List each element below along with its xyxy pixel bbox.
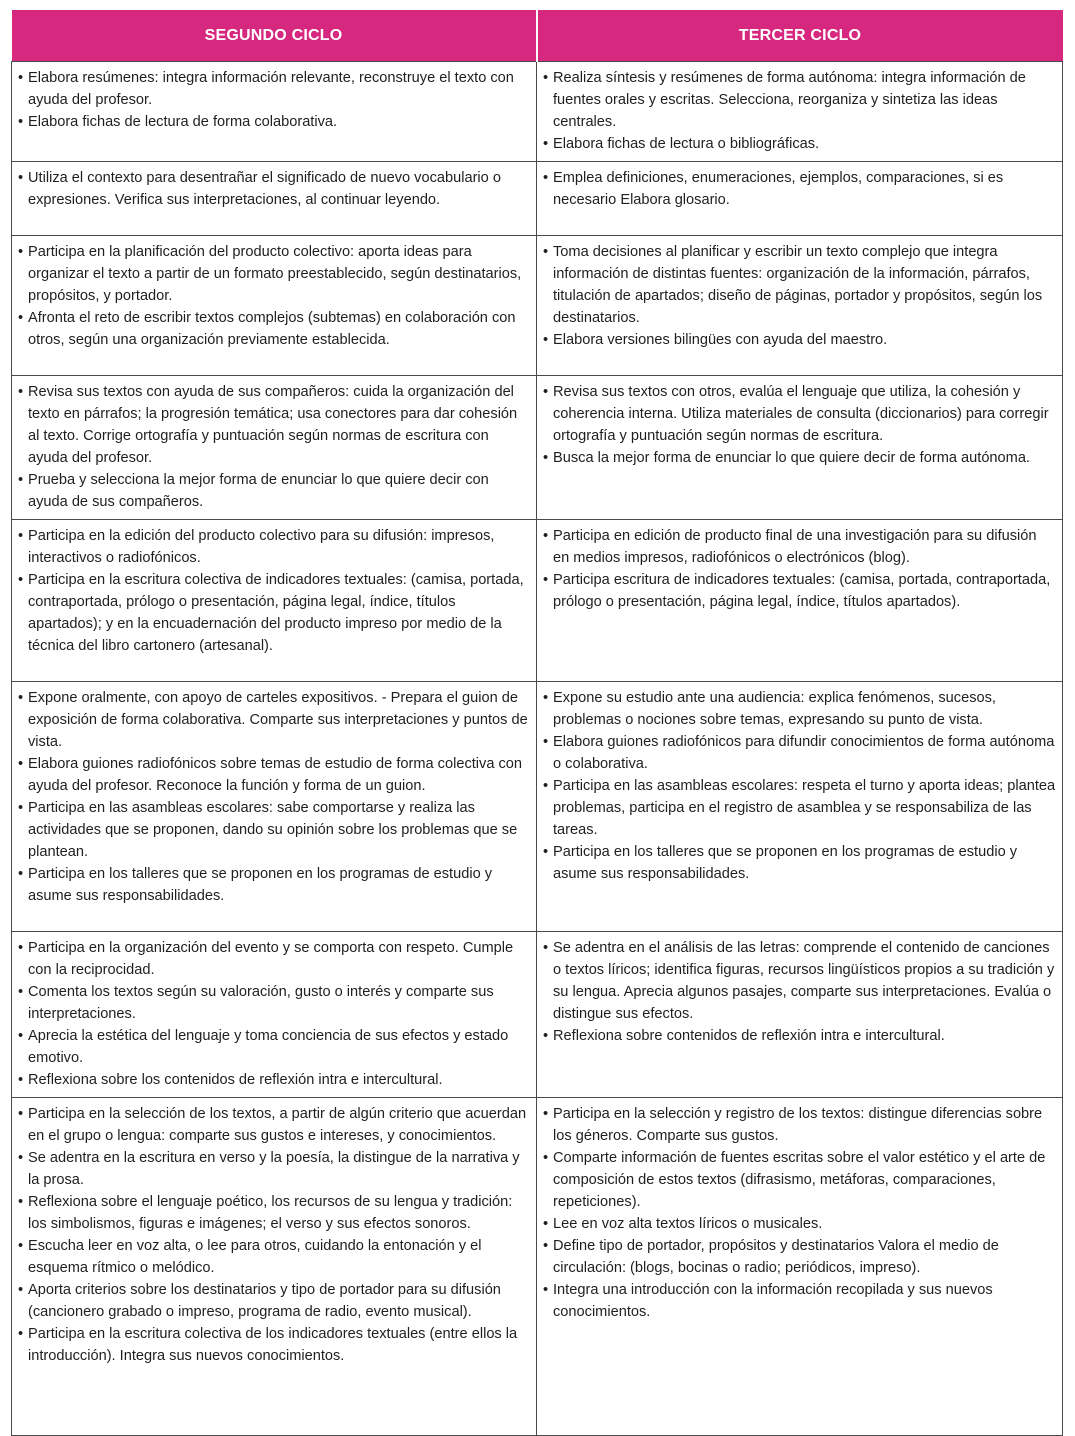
tercer-ciclo-cell (537, 1098, 1063, 1436)
segundo-ciclo-cell (12, 162, 537, 236)
list-item: • Participa en la edición del producto colectivo para su difusión: impresos, interactivos o radiofónicos. (18, 525, 530, 569)
bullet-list (543, 525, 1056, 613)
list-item: • Expone oralmente, con apoyo de carteles expositivos. - Prepara el guion de exposición de forma colaborativa. Comparte sus interpretaciones y puntos de vista. (18, 687, 530, 753)
tercer-ciclo-cell (537, 520, 1063, 682)
list-item: • Elabora guiones radiofónicos sobre temas de estudio de forma colectiva con ayuda del profesor. Reconoce la función y forma de un guion. (18, 753, 530, 797)
bullet-list (18, 167, 530, 211)
table-row (12, 376, 1063, 520)
segundo-ciclo-cell (12, 236, 537, 376)
list-item: • Participa en la selección y registro de los textos: distingue diferencias sobre los géneros. Comparte sus gustos. (543, 1103, 1056, 1147)
list-item: • Participa en las asambleas escolares: respeta el turno y aporta ideas; plantea problemas, participa en el registro de asamblea y se responsabiliza de las tareas. (543, 775, 1056, 841)
header-segundo-ciclo: SEGUNDO CICLO (12, 10, 537, 62)
list-item: • Elabora fichas de lectura o bibliográficas. (543, 133, 1056, 155)
bullet-list (543, 1103, 1056, 1323)
list-item: • Emplea definiciones, enumeraciones, ejemplos, comparaciones, si es necesario Elabora glosario. (543, 167, 1056, 211)
list-item: • Participa en la escritura colectiva de indicadores textuales: (camisa, portada, contraportada, prólogo o presentación, página legal, índice, títulos apartados); y en la encuadernación del producto impreso por medio de la técnica del libro cartonero (artesanal). (18, 569, 530, 657)
list-item: • Comenta los textos según su valoración, gusto o interés y comparte sus interpretaciones. (18, 981, 530, 1025)
table-row (12, 162, 1063, 236)
list-item: • Elabora versiones bilingües con ayuda del maestro. (543, 329, 1056, 351)
bullet-list (543, 67, 1056, 155)
table-row (12, 520, 1063, 682)
table-row (12, 62, 1063, 162)
bullet-list (18, 1103, 530, 1367)
bullet-list (18, 525, 530, 657)
list-item: • Escucha leer en voz alta, o lee para otros, cuidando la entonación y el esquema rítmico o melódico. (18, 1235, 530, 1279)
list-item: • Realiza síntesis y resúmenes de forma autónoma: integra información de fuentes orales y escritas. Selecciona, reorganiza y sintetiza las ideas centrales. (543, 67, 1056, 133)
header-row (12, 10, 1063, 62)
list-item: • Reflexiona sobre los contenidos de reflexión intra e intercultural. (18, 1069, 530, 1091)
list-item: • Participa en la selección de los textos, a partir de algún criterio que acuerdan en el grupo o lengua: comparte sus gustos e intereses, y conocimientos. (18, 1103, 530, 1147)
list-item: • Revisa sus textos con otros, evalúa el lenguaje que utiliza, la cohesión y coherencia interna. Utiliza materiales de consulta (diccionarios) para corregir ortografía y puntuación según normas de escritura. (543, 381, 1056, 447)
list-item: • Revisa sus textos con ayuda de sus compañeros: cuida la organización del texto en párrafos; la progresión temática; usa conectores para dar cohesión al texto. Corrige ortografía y puntuación según normas de escritura con ayuda del profesor. (18, 381, 530, 469)
tercer-ciclo-cell (537, 682, 1063, 932)
list-item: • Integra una introducción con la información recopilada y sus nuevos conocimientos. (543, 1279, 1056, 1323)
list-item: • Afronta el reto de escribir textos complejos (subtemas) en colaboración con otros, según una organización previamente establecida. (18, 307, 530, 351)
list-item: • Elabora resúmenes: integra información relevante, reconstruye el texto con ayuda del profesor. (18, 67, 530, 111)
segundo-ciclo-cell (12, 682, 537, 932)
list-item: • Toma decisiones al planificar y escribir un texto complejo que integra información de distintas fuentes: organización de la información, párrafos, titulación de apartados; diseño de páginas, portador y propósitos, según los destinatarios. (543, 241, 1056, 329)
header-tercer-ciclo: TERCER CICLO (537, 10, 1063, 62)
list-item: • Participa en edición de producto final de una investigación para su difusión en medios impresos, radiofónicos o electrónicos (blog). (543, 525, 1056, 569)
tercer-ciclo-cell (537, 932, 1063, 1098)
list-item: • Aprecia la estética del lenguaje y toma conciencia de sus efectos y estado emotivo. (18, 1025, 530, 1069)
bullet-list (543, 167, 1056, 211)
list-item: • Elabora guiones radiofónicos para difundir conocimientos de forma autónoma o colaborativa. (543, 731, 1056, 775)
segundo-ciclo-cell (12, 932, 537, 1098)
bullet-list (18, 67, 530, 133)
list-item: • Participa en la escritura colectiva de los indicadores textuales (entre ellos la introducción). Integra sus nuevos conocimientos. (18, 1323, 530, 1367)
bullet-list (18, 937, 530, 1091)
bullet-list (18, 687, 530, 907)
list-item: • Se adentra en el análisis de las letras: comprende el contenido de canciones o textos líricos; identifica figuras, recursos lingüísticos propios a su tradición y su lengua. Aprecia algunos pasajes, comparte sus interpretaciones. Evalúa o distingue sus efectos. (543, 937, 1056, 1025)
list-item: • Reflexiona sobre contenidos de reflexión intra e intercultural. (543, 1025, 1056, 1047)
list-item: • Lee en voz alta textos líricos o musicales. (543, 1213, 1056, 1235)
list-item: • Participa en los talleres que se proponen en los programas de estudio y asume sus responsabilidades. (18, 863, 530, 907)
list-item: • Prueba y selecciona la mejor forma de enunciar lo que quiere decir con ayuda de sus compañeros. (18, 469, 530, 513)
list-item: • Reflexiona sobre el lenguaje poético, los recursos de su lengua y tradición: los simbolismos, figuras e imágenes; el verso y sus efectos sonoros. (18, 1191, 530, 1235)
segundo-ciclo-cell (12, 1098, 537, 1436)
list-item: • Busca la mejor forma de enunciar lo que quiere decir de forma autónoma. (543, 447, 1056, 469)
list-item: • Define tipo de portador, propósitos y destinatarios Valora el medio de circulación: (blogs, bocinas o radio; periódicos, impreso). (543, 1235, 1056, 1279)
tercer-ciclo-cell (537, 236, 1063, 376)
list-item: • Participa en la planificación del producto colectivo: aporta ideas para organizar el texto a partir de un formato preestablecido, según destinatarios, propósitos, y portador. (18, 241, 530, 307)
table-body (12, 62, 1063, 1436)
bullet-list (543, 687, 1056, 885)
list-item: • Participa escritura de indicadores textuales: (camisa, portada, contraportada, prólogo o presentación, página legal, índice, títulos apartados). (543, 569, 1056, 613)
list-item: • Aporta criterios sobre los destinatarios y tipo de portador para su difusión (cancionero grabado o impreso, programa de radio, evento musical). (18, 1279, 530, 1323)
tercer-ciclo-cell (537, 62, 1063, 162)
curriculum-table (11, 10, 1063, 1436)
bullet-list (18, 241, 530, 351)
list-item: • Comparte información de fuentes escritas sobre el valor estético y el arte de composición de estos textos (difrasismo, metáforas, comparaciones, repeticiones). (543, 1147, 1056, 1213)
table-row (12, 236, 1063, 376)
tercer-ciclo-cell (537, 162, 1063, 236)
list-item: • Expone su estudio ante una audiencia: explica fenómenos, sucesos, problemas o nociones sobre temas, expresando su punto de vista. (543, 687, 1056, 731)
bullet-list (543, 381, 1056, 469)
list-item: • Utiliza el contexto para desentrañar el significado de nuevo vocabulario o expresiones. Verifica sus interpretaciones, al continuar leyendo. (18, 167, 530, 211)
segundo-ciclo-cell (12, 520, 537, 682)
list-item: • Participa en los talleres que se proponen en los programas de estudio y asume sus responsabilidades. (543, 841, 1056, 885)
list-item: • Se adentra en la escritura en verso y la poesía, la distingue de la narrativa y la prosa. (18, 1147, 530, 1191)
segundo-ciclo-cell (12, 62, 537, 162)
bullet-list (543, 241, 1056, 351)
list-item: • Elabora fichas de lectura de forma colaborativa. (18, 111, 530, 133)
list-item: • Participa en la organización del evento y se comporta con respeto. Cumple con la reciprocidad. (18, 937, 530, 981)
table-row (12, 1098, 1063, 1436)
bullet-list (18, 381, 530, 513)
bullet-list (543, 937, 1056, 1047)
segundo-ciclo-cell (12, 376, 537, 520)
table-row (12, 932, 1063, 1098)
list-item: • Participa en las asambleas escolares: sabe comportarse y realiza las actividades que se proponen, dando su opinión sobre los problemas que se plantean. (18, 797, 530, 863)
table-row (12, 682, 1063, 932)
tercer-ciclo-cell (537, 376, 1063, 520)
